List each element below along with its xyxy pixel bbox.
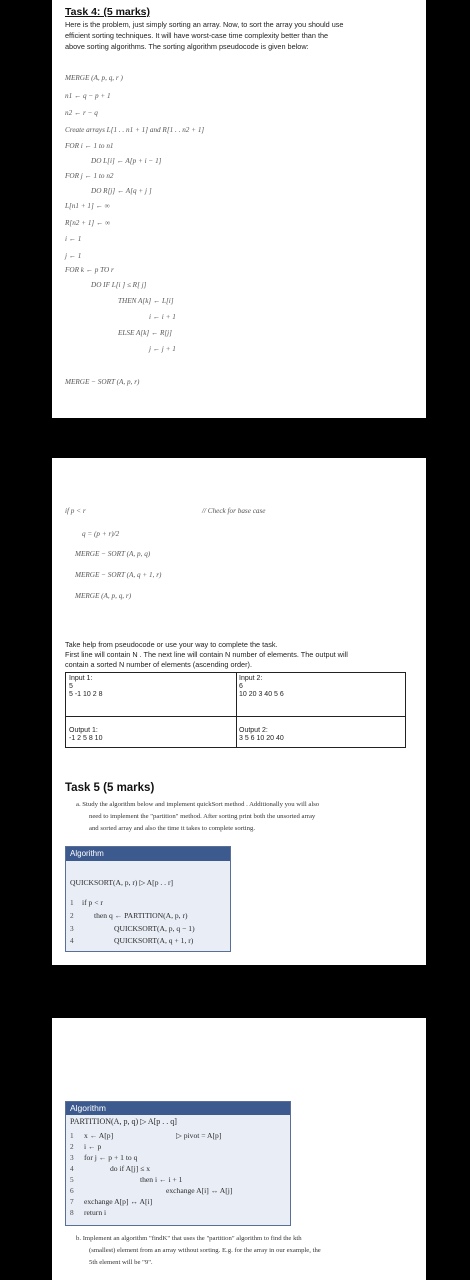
task4-intro-line3: above sorting algorithms. The sorting algorithm pseudocode is given below:: [65, 42, 309, 51]
quicksort-signature: QUICKSORT(A, p, r) ▷ A[p . . r]: [70, 878, 174, 887]
task5-title: Task 5 (5 marks): [65, 782, 155, 794]
merge-code-line: j ← j + 1: [149, 345, 176, 353]
merge-code-line: L[n1 + 1] ← ∞: [65, 202, 110, 210]
merge-code-line: THEN A[k] ← L[i]: [118, 297, 174, 305]
page-3: [52, 1018, 426, 1280]
input1-values: 5 -1 10 2 8: [69, 691, 103, 698]
output2-label: Output 2:: [239, 727, 268, 734]
merge-code-line: DO IF L[i ] ≤ R[ j]: [91, 281, 147, 289]
task4-title: Task 4: (5 marks): [65, 6, 151, 18]
merge-code-line: R[n2 + 1] ← ∞: [65, 219, 111, 227]
partition-algorithm-heading: Algorithm: [66, 1102, 290, 1115]
mergesort-header: MERGE − SORT (A, p, r): [65, 378, 140, 386]
mergesort-code-line: MERGE (A, p, q, r): [75, 592, 132, 600]
mergesort-code-line: q = (p + r)/2: [82, 530, 120, 538]
task5-part-b-line2: (smallest) element from an array without sorting. E.g. for the array in our example, the: [89, 1247, 321, 1254]
io-table: [65, 672, 406, 748]
line-number: 4: [70, 936, 74, 945]
merge-code-line: FOR i ← 1 to n1: [65, 142, 114, 150]
partition-line: exchange A[p] ↔ A[i]: [84, 1197, 153, 1206]
input2-n: 6: [239, 683, 243, 690]
line-number: 1: [70, 1131, 74, 1140]
merge-code-line: n1 ← q − p + 1: [65, 92, 111, 100]
task4-intro-line1: Here is the problem, just simply sorting an array. Now, to sort the array you should use: [65, 20, 344, 29]
quicksort-algorithm-heading: Algorithm: [66, 847, 230, 861]
merge-code-line: j ← 1: [65, 252, 82, 260]
output1-label: Output 1:: [69, 727, 98, 734]
task5-part-a-line1: a. Study the algorithm below and implement quickSort method . Additionally you will also: [76, 801, 320, 808]
merge-code-line: DO L[i] ← A[p + i − 1]: [91, 157, 162, 165]
input1-label: Input 1:: [69, 675, 93, 682]
merge-code-line: i ← 1: [65, 235, 82, 243]
line-number: 4: [70, 1164, 74, 1173]
output2-values: 3 5 6 10 20 40: [239, 735, 284, 742]
line-number: 1: [70, 898, 74, 907]
line-number: 6: [70, 1186, 74, 1195]
task4-instructions-line1: Take help from pseudocode or use your way to complete the task.: [65, 640, 278, 649]
merge-code-line: FOR k ← p TO r: [65, 266, 114, 274]
partition-signature: PARTITION(A, p, q) ▷ A[p . . q]: [70, 1117, 177, 1126]
quicksort-algorithm-box: [65, 846, 231, 952]
partition-line: return i: [84, 1208, 107, 1217]
line-number: 3: [70, 1153, 74, 1162]
task5-part-b-line3: 5th element will be "9".: [89, 1259, 153, 1266]
partition-line: x ← A[p]: [84, 1131, 114, 1140]
merge-code-line: MERGE (A, p, q, r ): [65, 74, 123, 82]
partition-line: then i ← i + 1: [140, 1175, 183, 1184]
output1-values: -1 2 5 8 10: [69, 735, 103, 742]
task4-instructions-line3: contain a sorted N number of elements (ascending order).: [65, 660, 252, 669]
merge-code-line: FOR j ← 1 to n2: [65, 172, 114, 180]
merge-code-line: n2 ← r − q: [65, 109, 98, 117]
base-case-comment: // Check for base case: [202, 507, 266, 515]
page-2: [52, 458, 426, 965]
line-number: 8: [70, 1208, 74, 1217]
table-divider: [66, 716, 405, 717]
line-number: 5: [70, 1175, 74, 1184]
task5-part-a-line3: and sorted array and also the time it takes to complete sorting.: [89, 825, 256, 832]
line-number: 3: [70, 924, 74, 933]
task4-instructions-line2: First line will contain N . The next line will contain N number of elements. The output will: [65, 650, 348, 659]
input2-label: Input 2:: [239, 675, 263, 682]
table-divider: [236, 673, 237, 747]
input2-values: 10 20 3 40 5 6: [239, 691, 284, 698]
merge-code-line: DO R[j] ← A[q + j ]: [91, 187, 152, 195]
task4-intro-line2: efficient sorting techniques. It will have worst-case time complexity better than the: [65, 31, 329, 40]
quicksort-line: if p < r: [82, 898, 103, 907]
task5-part-b-line1: b. Implement an algorithm "findK" that uses the "partition" algorithm to find the kth: [76, 1235, 302, 1242]
partition-algorithm-box: [65, 1101, 291, 1226]
partition-line: do if A[j] ≤ x: [110, 1164, 151, 1173]
mergesort-code-line: MERGE − SORT (A, p, q): [75, 550, 151, 558]
merge-code-line: i ← i + 1: [149, 313, 176, 321]
partition-line: for j ← p + 1 to q: [84, 1153, 138, 1162]
partition-line: exchange A[i] ↔ A[j]: [166, 1186, 233, 1195]
partition-line: i ← p: [84, 1142, 102, 1151]
pivot-comment: ▷ pivot = A[p]: [176, 1131, 222, 1140]
line-number: 7: [70, 1197, 74, 1206]
merge-code-line: Create arrays L[1 . . n1 + 1] and R[1 . . n2 + 1]: [65, 126, 205, 134]
quicksort-line: QUICKSORT(A, p, q − 1): [114, 924, 195, 933]
quicksort-line: then q ← PARTITION(A, p, r): [94, 911, 188, 920]
mergesort-code-line: MERGE − SORT (A, q + 1, r): [75, 571, 162, 579]
mergesort-if-line: if p < r: [65, 507, 86, 515]
page-1: [52, 0, 426, 418]
quicksort-line: QUICKSORT(A, q + 1, r): [114, 936, 194, 945]
input1-n: 5: [69, 683, 73, 690]
merge-code-line: ELSE A[k] ← R[j]: [118, 329, 172, 337]
task5-part-a-line2: need to implement the "partition" method. After sorting print both the unsorted array: [89, 813, 316, 820]
line-number: 2: [70, 1142, 74, 1151]
line-number: 2: [70, 911, 74, 920]
